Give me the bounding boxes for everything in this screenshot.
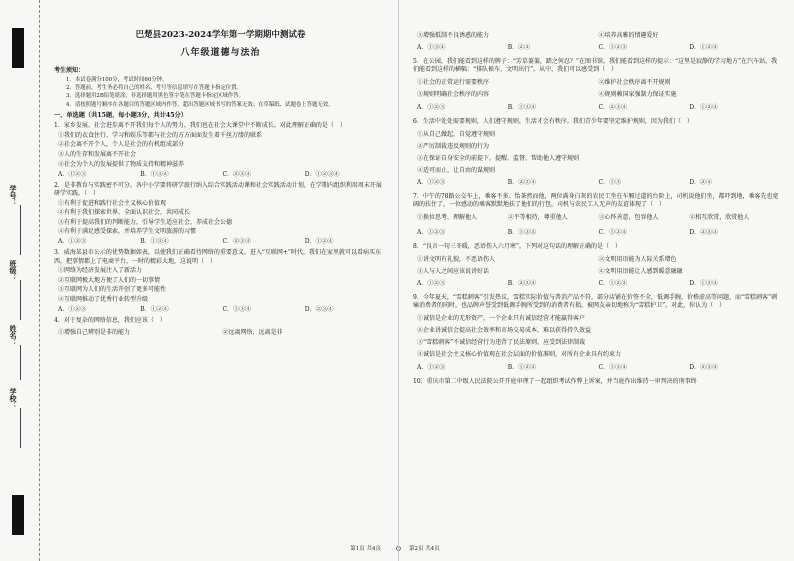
answer-choices [417, 104, 780, 112]
choice-a: A．①②③ [417, 228, 446, 236]
page-one [42, 0, 395, 561]
notice-heading: 考生须知： [54, 66, 85, 74]
answer-choices [58, 238, 387, 246]
choice-b: B．①③④ [507, 103, 537, 111]
choice-a: A．①③④ [417, 44, 446, 52]
choice-c: C．②③④ [222, 238, 252, 246]
page-number-left: 第1页 共4页 [350, 545, 381, 552]
choice-d: D．①②④ [304, 238, 334, 246]
statement: ④培养高雅的情趣爱好 [598, 32, 659, 39]
choice-b: B．①③④ [140, 238, 169, 246]
question-stem: 9．今年夏天，“雪糕刺客”引发热议，雪糕实际价值与普消产品不符，部分店铺在价签不全，低调手腕，价格虚高等问题，而“雪糕刺客”刺痛消费者的同时，也品牌声誉受到低调手腕所受到的消费者有损，被网友亲切地称为“雪糕护卫”。对此，你认为（ ） [413, 293, 778, 310]
notice-item: 2．答题前，考生务必将自己的姓名、考号等信息填写在答题卡指定位置。 [66, 85, 242, 91]
statement-row [417, 268, 780, 276]
statement-row [58, 329, 387, 337]
exam-subject: 八年级道德与法治 [180, 48, 261, 59]
question-6 [413, 118, 780, 188]
question-stem: 7．中午的78路公交车上，乘客不多。怡茶然而他，两位满身白灰的农民工坐在车厢过道的台阶上，司机说他们坐，都吓到地，乘客先也宽阔的扶住了，一位感动的乘客默默地扶了他们的行包，司机与农民工人无声的友谊体现了（ ） [413, 193, 779, 209]
statement: ②互联网极大地方便了人们的一切事情 [58, 276, 161, 284]
choice-b: B．①②④ [507, 363, 537, 371]
question-stem: 5．在公园，我们能看到这样的牌子：“芳草萋萋，踏之何忍？”在图书馆，我们能看到这样的提示：“这里是寂静的学习地方”在汽车站，我们能看到这样的横幅：“排队候车，文明出行”。从中，我们可以感受到（ ） [413, 58, 778, 74]
choice-c: C．①②④ [598, 228, 628, 236]
statement: ④社会为个人的发展提供了物质支持和精神滋养 [58, 160, 185, 168]
choice-c: C．②③④ [598, 103, 628, 111]
statement: ①有利于促进和践行社会主义核心价值观 [58, 199, 167, 207]
choice-a: A．①②③ [58, 170, 87, 178]
statement: ②平等相待，尊重他人 [507, 214, 568, 222]
statement: ②远离网络，远离是非 [222, 329, 283, 337]
statement-row [417, 79, 780, 87]
statement: ③有利于提高我们的判断能力，引导学生适应社会，养成社会公德 [58, 218, 233, 226]
statement: ③增强抵制不良诱惑的能力 [417, 32, 490, 39]
question-stem: 4．对于复杂的网络信息，我们应该（ ） [54, 317, 166, 325]
statement: ③互联网为人们的生活开创了更多可能性 [58, 286, 167, 294]
answer-choices [417, 280, 780, 288]
question-1 [54, 122, 387, 179]
choice-a: A．①②③ [417, 363, 446, 371]
question-stem: 2．是非教育与实践密不可分。各中小学要将研学旅行纳入综合实践活动课和社会实践活动计划，在学期内组织利用周末开展研学实践。（ ） [54, 181, 382, 197]
choice-c: C．①③④ [222, 306, 252, 314]
statement: ④规则赖国家强制力保证实施 [598, 91, 677, 99]
choice-b: B．①③④ [507, 228, 537, 236]
page-two [398, 0, 790, 561]
statement: ②文明用语能为人际关系增色 [598, 255, 677, 263]
question-5 [413, 58, 780, 111]
section-heading: 一、单选题（共15题，每小题3分，共计45分） [54, 111, 187, 119]
choice-d: D．①③④ [689, 279, 719, 287]
answer-choices [417, 364, 780, 372]
answer-choices [417, 179, 780, 187]
exam-title: 巴楚县2023-2024学年第一学期期中测试卷 [135, 30, 306, 40]
choice-d: D．②③④ [689, 363, 719, 371]
question-9 [413, 294, 780, 372]
choice-c: C．①③ [598, 179, 622, 187]
statement: ②严厉制裁违反规则的行为 [417, 142, 490, 150]
statement: ④文明用语能让人感到暖意融融 [598, 267, 683, 275]
question-3 [54, 249, 387, 314]
statement: ①从自己做起，自觉遵守规则 [417, 130, 496, 138]
statement: ③在保证自身安全的前提下，提醒、监督、帮助他人遵守规则 [417, 154, 580, 162]
statement: ①网络为经济发展注入了新活力 [58, 267, 143, 275]
statement-row [417, 214, 780, 222]
statement: ①我们的衣食住行、学习和娱乐等都与社会的方方面面发生着千丝万缕的联系 [58, 131, 263, 139]
choice-b: B．②④ [507, 44, 531, 52]
statement: ①讲文明有礼貌，不恶语伤人 [417, 255, 496, 263]
choice-b: B．①③④ [140, 170, 169, 178]
statement: ④互联网推动了优秀行业转型升级 [58, 295, 149, 303]
statement: ④相互欣赏，欣赏他人 [689, 214, 750, 222]
answer-choices [58, 171, 387, 179]
answer-choices [417, 44, 780, 52]
statement: ①社会的正常运行需要秩序 [417, 79, 490, 87]
label-school: 学校： [9, 388, 18, 409]
question-7 [413, 193, 780, 236]
binding-mark-top [12, 28, 24, 68]
page-number-right: 第2页 共4页 [409, 545, 440, 552]
statement: ①增强自己辨别是非的能力 [58, 329, 131, 337]
choice-c: C．②③④ [222, 170, 252, 178]
choice-d: D．①②③④ [304, 170, 340, 178]
question-2 [54, 182, 387, 247]
field-line-number [20, 205, 21, 255]
statement-row [417, 91, 780, 99]
field-line-school [20, 408, 21, 448]
notice-item: 4．请按照题号顺序在各题目的答题区域内作答，超出答题区域书写的答案无效；在草稿纸、试题卷上答题无效。 [66, 101, 334, 108]
statement-row [417, 32, 780, 40]
answer-choices [58, 306, 387, 314]
statement-row [417, 256, 780, 264]
statement: ④诚信是社会主义核心价值观在社会层面的价值准则，对所有企业具有约束力 [417, 351, 622, 359]
statement: ④适可而止，让自由的谋规则 [417, 167, 496, 175]
statement: ①诚信是企业的无形资产，一个企业只有诚信经营才能赢得客户 [417, 315, 586, 323]
statement: ①换位思考，理解他人 [417, 214, 478, 222]
question-8 [413, 243, 780, 288]
question-10 [413, 378, 780, 386]
choice-a: A．①②③ [58, 306, 87, 314]
statement: ②社会离不开个人，个人是社会的有机组成部分 [58, 141, 185, 149]
statement: ②企业讲诚信会提高社会效率和市场交易成本，难以获得持久效益 [417, 327, 592, 335]
choice-b: B．②③④ [507, 279, 537, 287]
field-line-class [20, 280, 21, 320]
choice-c: C．①③④ [598, 363, 628, 371]
label-name: 姓名： [9, 325, 18, 346]
question-stem: 8．“良言一句三冬暖，恶语伤人六月寒”。下列对这句话的理解正确的是（ ） [413, 242, 621, 250]
statement: ②维护社会秩序离不开规则 [598, 79, 671, 87]
statement: ③规则明确社会秩序的内容 [417, 91, 490, 99]
binding-mark-bottom [12, 495, 24, 535]
notice-item: 1．本试卷满分100分，考试时间60分钟。 [66, 76, 168, 83]
fold-mark: O [396, 546, 401, 553]
label-student-number: 学号： [9, 185, 18, 206]
binding-strip [0, 0, 40, 561]
notice-item: 3．选择题用2B铅笔填涂，非选择题用黑色签字笔在答题卡指定区域作答。 [66, 93, 244, 100]
choice-a: A．①②③ [417, 179, 446, 187]
choice-d: D．②④ [689, 179, 713, 187]
statement: ③“雪糕刺客”不诚信经营行为违背了民法原则，应受到法律制裁 [417, 339, 586, 347]
question-stem: 1．家乡发展、社会进步离不开我们每个人的努力。我们也在社会大课堂中不断成长。对此理解正确的是（ ） [54, 122, 346, 130]
question-4-cont [413, 32, 780, 52]
choice-c: C．①②③ [598, 44, 628, 52]
statement: ②有利于我们探索世界，全面认识社会，共同成长 [58, 209, 191, 217]
field-line-name [20, 345, 21, 380]
choice-d: D．①②④ [689, 103, 719, 111]
question-stem: 3．威海某县市公示的优势数据如表，以使我们正确看待网络的重要意义。进入“互联网+”时代，我们在家里就可以看病买东西，把事情都上了电商平台，一时的精彩大地，这说明（ ） [54, 249, 381, 265]
answer-choices [417, 229, 780, 237]
statement: ③人的生存和发展离不开社会 [58, 151, 137, 159]
statement: ③人与人之间应该说讲好话 [417, 267, 490, 275]
question-stem: 6．生活中处处需要规则，人们遵守规则，生活才会有秩序。我们青少年要坚定维护规则，因为我们（ ） [413, 117, 693, 125]
question-stem: 10．重庆市第二中级人民法院公开开庭审理了一起组织考试作弊上诉案，并当庭作出维持一审判决的刑事终 [413, 377, 697, 385]
choice-d: D．②③④ [689, 228, 719, 236]
statement: ④有利于满足感受探索，并培养学生文明旅游的习惯 [58, 228, 197, 236]
choice-b: B．②③④ [507, 179, 537, 187]
statement: ③心怀善意，包容他人 [598, 214, 659, 222]
label-class: 班级： [9, 260, 18, 281]
choice-c: C．①②④ [598, 279, 628, 287]
question-4 [54, 317, 387, 337]
choice-a: A．①②③ [417, 103, 446, 111]
choice-d: D．②③④ [304, 306, 334, 314]
choice-d: D．①②④ [689, 44, 719, 52]
choice-b: B．①②④ [140, 306, 169, 314]
choice-a: A．①②③ [417, 279, 446, 287]
choice-a: A．①②③ [58, 238, 87, 246]
